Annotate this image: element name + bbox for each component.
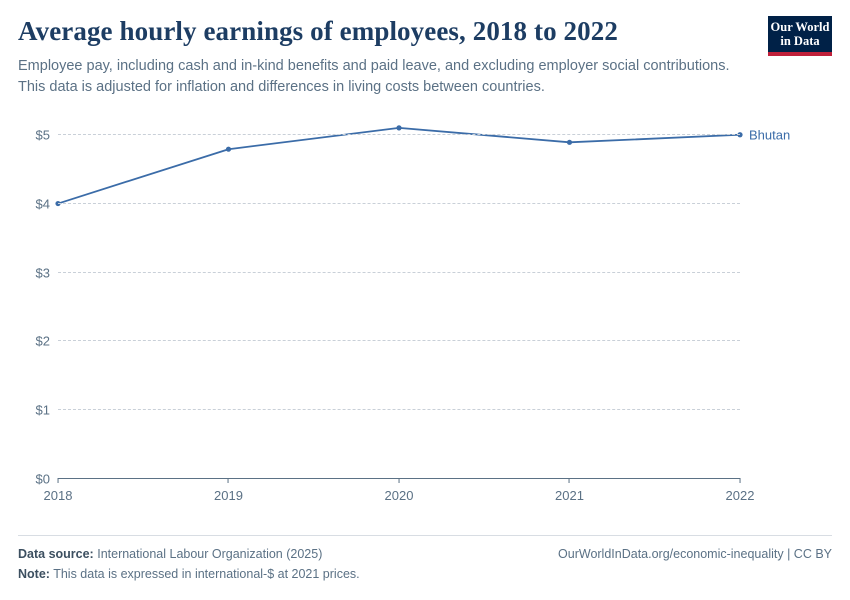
y-axis-tick-label: $2 xyxy=(35,333,50,349)
gridline xyxy=(35,196,740,212)
chart-note-label: Note: xyxy=(18,566,50,581)
page-title: Average hourly earnings of employees, 2018 to 2022 xyxy=(18,16,618,46)
chart-note xyxy=(18,565,832,584)
x-axis-tick-label: 2019 xyxy=(214,478,243,503)
x-axis-tick-label: 2021 xyxy=(555,478,584,503)
gridline xyxy=(35,333,740,349)
data-source xyxy=(18,545,322,564)
attribution[interactable]: OurWorldInData.org/economic-inequality | CC BY xyxy=(558,547,832,562)
gridline xyxy=(35,471,740,487)
x-axis-tick-label: 2020 xyxy=(385,478,414,503)
line-series-bhutan xyxy=(58,110,740,478)
owid-logo-line1: Our World xyxy=(770,20,830,34)
chart-note-value: This data is expressed in international-$ at 2021 prices. xyxy=(53,566,360,581)
data-source-label: Data source: xyxy=(18,547,94,562)
y-axis-tick-label: $1 xyxy=(35,402,50,418)
gridline xyxy=(35,402,740,418)
x-axis xyxy=(43,478,755,518)
plot-region[interactable] xyxy=(35,110,791,503)
x-axis-tick-label: 2022 xyxy=(726,478,755,503)
y-axis-tick-label: $4 xyxy=(35,196,50,212)
y-axis-tick-label: $0 xyxy=(35,471,50,487)
chart-footer xyxy=(18,535,832,584)
data-source-value: International Labour Organization (2025) xyxy=(97,547,323,562)
gridline xyxy=(35,265,740,281)
x-axis-tick-label: 2018 xyxy=(44,478,73,503)
series-end-label-bhutan[interactable]: Bhutan xyxy=(749,127,791,143)
gridline xyxy=(35,127,740,143)
y-axis-tick-label: $5 xyxy=(35,127,50,143)
chart-subtitle: Employee pay, including cash and in-kind benefits and paid leave, and excluding employer social contributions. This data is adjusted for inflation and differences in living costs between countries. xyxy=(18,58,730,95)
owid-logo-line2: in Data xyxy=(780,34,820,48)
owid-logo[interactable] xyxy=(768,16,832,56)
y-axis-tick-label: $3 xyxy=(35,265,50,281)
chart-area xyxy=(18,96,832,536)
